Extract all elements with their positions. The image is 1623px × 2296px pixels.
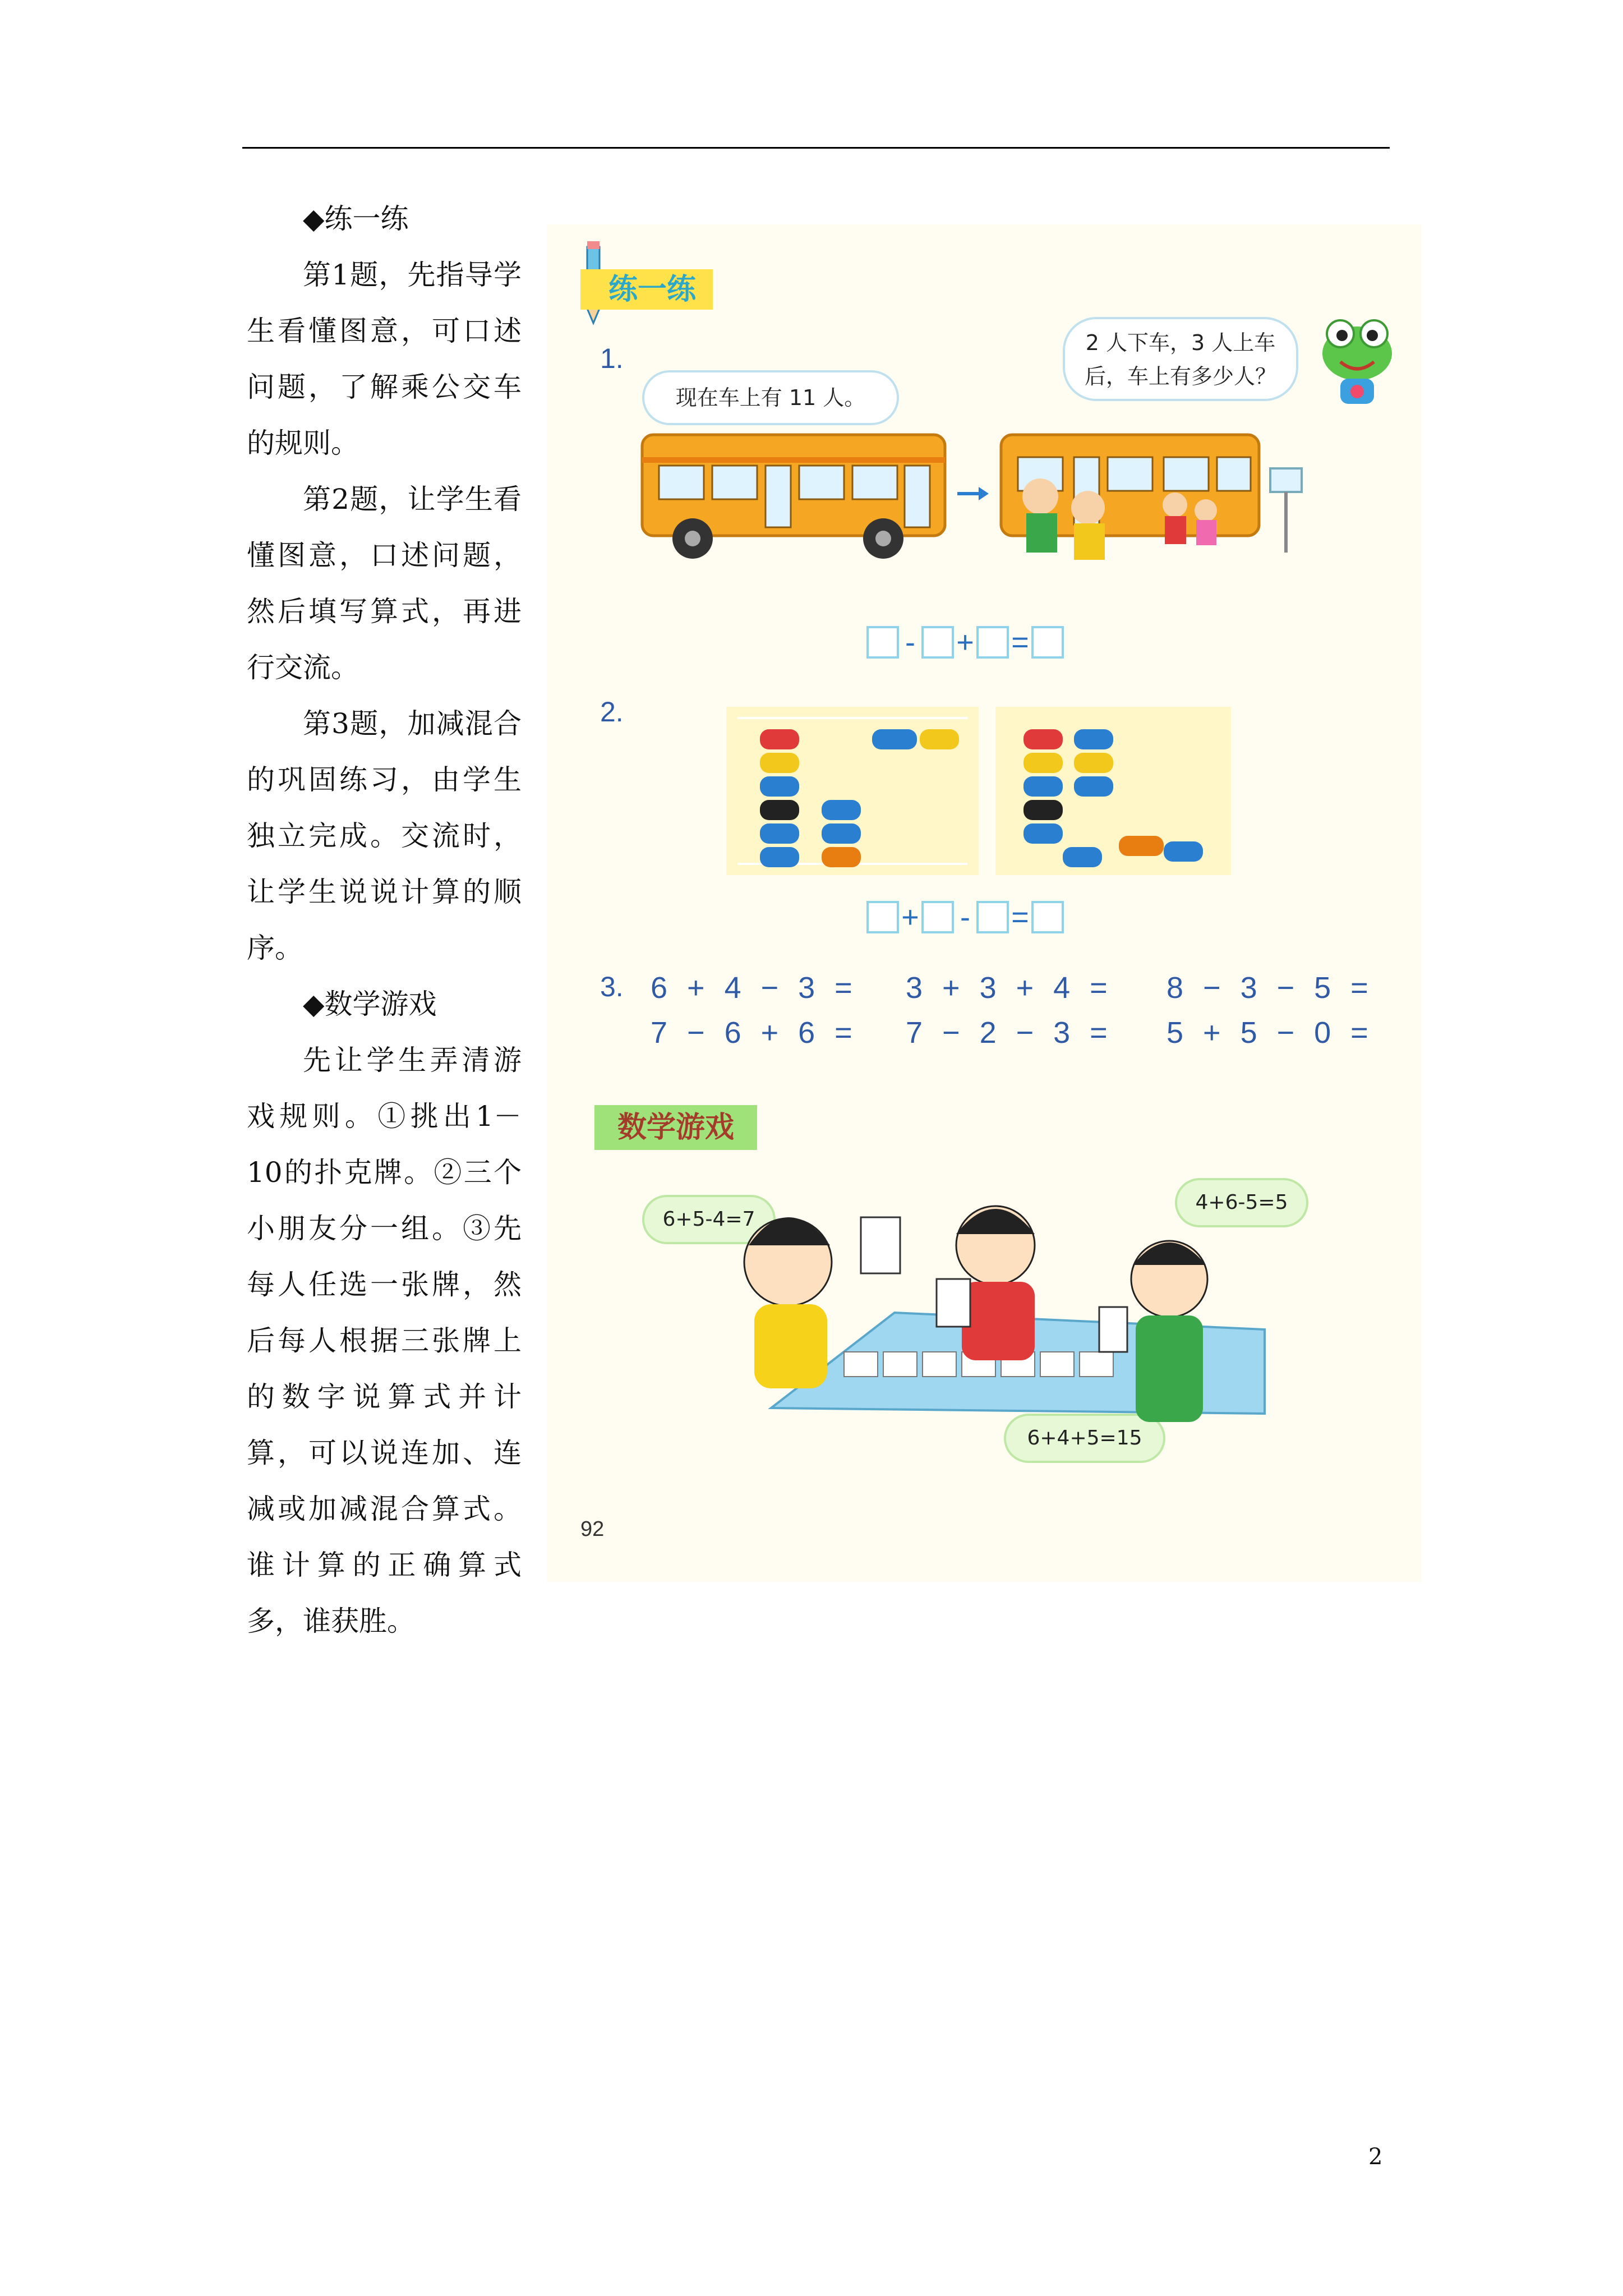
- teaching-notes: [247, 191, 522, 1649]
- q2-op-3: =: [1011, 900, 1029, 934]
- q2-label: 2.: [600, 696, 624, 728]
- q3-r1-c3: 8 − 3 − 5 =: [1166, 971, 1374, 1005]
- practice-title: 练一练: [580, 269, 713, 310]
- q1-blank-2[interactable]: [921, 626, 954, 659]
- q1-bubble-left: 现在车上有 11 人。: [642, 370, 899, 425]
- parking-lot-after-illustration: [995, 707, 1231, 875]
- page-number: 2: [1368, 2144, 1383, 2170]
- q2-op-1: +: [901, 900, 919, 934]
- q3-r2-c1: 7 − 6 + 6 =: [651, 1016, 858, 1050]
- q2-blank-2[interactable]: [921, 901, 954, 933]
- q2-blank-3[interactable]: [976, 901, 1009, 933]
- heading-game: ◆数学游戏: [303, 988, 437, 1020]
- parking-lot-before-illustration: [726, 707, 979, 875]
- q3-r2-c3: 5 + 5 − 0 =: [1166, 1016, 1374, 1050]
- q1-bubble-right-line1: 2 人下车，3 人上车: [1085, 330, 1276, 355]
- header-rule: [242, 147, 1390, 149]
- q1-op-1: -: [905, 625, 915, 659]
- game-bubble-a: 6+5-4=7: [642, 1195, 776, 1244]
- textbook-page-number: 92: [580, 1517, 605, 1541]
- note-game: 先让学生弄清游戏规则。①挑出1－10的扑克牌。②三个小朋友分一组。③先每人任选一张牌，然后每人根据三张牌上的数字说算式并计算，可以说连加、连减或加减混合算式。谁计算的正确算式多，谁获胜。: [247, 1044, 522, 1637]
- heading-practice: ◆练一练: [303, 203, 409, 235]
- q1-blank-4[interactable]: [1031, 626, 1064, 659]
- note-q3: 第3题，加减混合的巩固练习，由学生独立完成。交流时，让学生说说计算的顺序。: [247, 707, 522, 964]
- game-title: 数学游戏: [594, 1105, 757, 1150]
- q2-op-2: -: [960, 900, 970, 934]
- game-bubble-c: 6+4+5=15: [1004, 1414, 1165, 1463]
- card-game-illustration: [715, 1167, 1287, 1436]
- q1-blank-3[interactable]: [976, 626, 1009, 659]
- q3-r2-c2: 7 − 2 − 3 =: [906, 1016, 1113, 1050]
- note-q2: 第2题，让学生看懂图意，口述问题，然后填写算式，再进行交流。: [247, 483, 522, 684]
- q2-equation: [866, 898, 1064, 935]
- q1-label: 1.: [600, 343, 624, 374]
- q1-op-2: +: [956, 625, 974, 659]
- q1-op-3: =: [1011, 625, 1029, 659]
- bus-after-illustration: [995, 424, 1310, 569]
- arrow-right-icon: [956, 482, 990, 505]
- note-q1: 第1题，先指导学生看懂图意，可口述问题，了解乘公交车的规则。: [247, 259, 522, 459]
- frog-mascot-illustration: [1315, 309, 1399, 415]
- q2-blank-4[interactable]: [1031, 901, 1064, 933]
- q1-equation: [866, 623, 1064, 660]
- q3-r1-c1: 6 + 4 − 3 =: [651, 971, 858, 1005]
- textbook-page-image: [547, 224, 1422, 1582]
- q3-r1-c2: 3 + 3 + 4 =: [906, 971, 1113, 1005]
- q2-blank-1[interactable]: [866, 901, 899, 933]
- q3-label: 3.: [600, 971, 624, 1002]
- q1-bubble-right: [1063, 317, 1298, 401]
- q1-blank-1[interactable]: [866, 626, 899, 659]
- q1-bubble-right-line2: 后，车上有多少人？: [1084, 364, 1276, 389]
- game-bubble-b: 4+6-5=5: [1175, 1178, 1308, 1227]
- bus-before-illustration: [637, 424, 951, 569]
